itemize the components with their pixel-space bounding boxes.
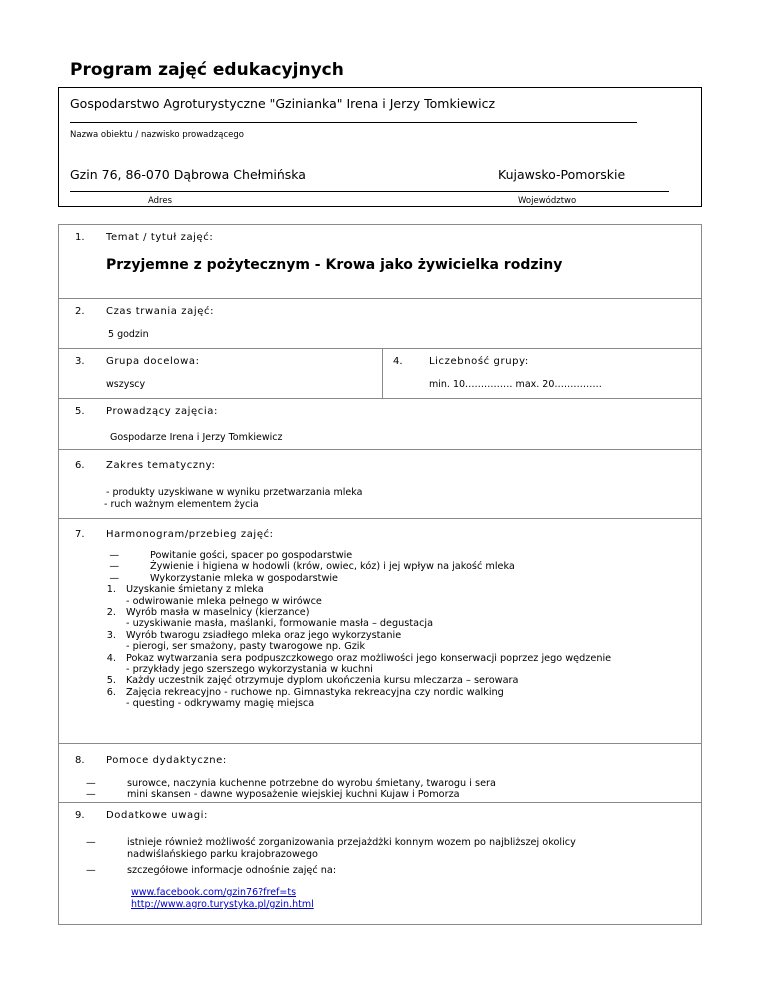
list-item-text: Powitanie gości, spacer po gospodarstwie <box>150 550 353 561</box>
instructor-value: Gospodarze Irena i Jerzy Tomkiewicz <box>110 432 283 443</box>
list-item <box>59 675 703 686</box>
section-label: Grupa docelowa: <box>106 356 200 367</box>
owner-name: Gospodarstwo Agroturystyczne "Gzinianka" Irena i Jerzy Tomkiewicz <box>70 96 496 111</box>
section-notes <box>58 802 702 925</box>
section-label: Temat / tytuł zajęć: <box>106 232 214 243</box>
header-box <box>58 87 702 207</box>
website-link[interactable]: http://www.agro.turystyka.pl/gzin.html <box>131 899 314 910</box>
owner-underline <box>70 122 637 123</box>
topic-value: Przyjemne z pożytecznym - Krowa jako żywicielka rodziny <box>106 257 563 273</box>
list-item-text: - przykłady jego szerszego wykorzystania w kuchni <box>126 664 373 676</box>
list-item-text: Wykorzystanie mleka w gospodarstwie <box>150 572 339 584</box>
list-item-text: Wyrób masła w maselnicy (kierzance) <box>126 607 310 619</box>
list-marker: 3. <box>106 629 116 641</box>
list-item-text: - odwirowanie mleka pełnego w wirówce <box>126 595 322 607</box>
list-item-text: - pierogi, ser smażony, pasty twarogowe np. Gzik <box>126 641 366 653</box>
list-item <box>59 653 703 664</box>
list-item <box>59 607 703 618</box>
group-size-value: min. 10…………… max. 20…………… <box>429 379 602 390</box>
list-marker: — <box>86 865 96 876</box>
list-item-text: Każdy uczestnik zajęć otrzymuje dyplom ukończenia kursu mleczarza – serowara <box>126 675 519 687</box>
list-marker: 2. <box>106 607 116 619</box>
section-number: 6. <box>75 460 85 471</box>
region: Kujawsko-Pomorskie <box>498 167 626 182</box>
list-marker: — <box>86 837 96 848</box>
list-marker: — <box>109 550 119 561</box>
target-group-value: wszyscy <box>106 379 146 390</box>
section-number: 5. <box>75 406 85 417</box>
list-item-text: surowce, naczynia kuchenne potrzebne do wyrobu śmietany, twarogu i sera <box>127 778 496 789</box>
section-number: 8. <box>75 755 85 766</box>
schedule-list <box>59 550 703 710</box>
section-number: 2. <box>75 306 85 317</box>
section-label: Harmonogram/przebieg zajęć: <box>106 529 274 540</box>
list-item <box>59 865 703 877</box>
list-item <box>59 849 703 861</box>
list-marker: 6. <box>106 686 116 698</box>
list-item <box>59 664 703 675</box>
links-block <box>131 887 314 911</box>
list-item <box>59 789 703 800</box>
notes-list <box>59 837 703 877</box>
list-item-text: istnieje również możliwość zorganizowania przejażdżki konnym wozem po najbliższej okolicy <box>127 837 576 848</box>
scope-line: - produkty uzyskiwane w wyniku przetwarzania mleka <box>106 487 363 498</box>
section-scope <box>58 449 702 519</box>
section-topic <box>58 224 702 299</box>
section-duration <box>58 298 702 349</box>
section-label: Dodatkowe uwagi: <box>106 810 209 821</box>
page-title: Program zajęć edukacyjnych <box>70 60 344 80</box>
list-item <box>59 596 703 607</box>
list-marker: 4. <box>106 652 116 664</box>
list-marker: 5. <box>106 675 116 687</box>
list-item-text: Żywienie i higiena w hodowli (krów, owiec, kóz) i jej wpływ na jakość mleka <box>150 561 515 573</box>
list-item <box>59 618 703 629</box>
list-marker: — <box>86 778 96 789</box>
list-item-text: nadwiślańskiego parku krajobrazowego <box>127 849 318 860</box>
list-marker: — <box>109 561 119 573</box>
duration-value: 5 godzin <box>108 329 149 340</box>
section-schedule <box>58 518 702 744</box>
list-item-text: - questing - odkrywamy magię miejsca <box>126 698 315 710</box>
teaching-aids-list <box>59 778 703 801</box>
section-label: Prowadzący zajęcia: <box>106 406 218 417</box>
section-number: 3. <box>75 356 85 367</box>
section-label: Czas trwania zajęć: <box>106 306 215 317</box>
facebook-link[interactable]: www.facebook.com/gzin76?fref=ts <box>131 887 297 898</box>
list-item <box>59 778 703 789</box>
section-instructor <box>58 398 702 450</box>
section-number: 9. <box>75 810 85 821</box>
list-item-text: Pokaz wytwarzania sera podpuszczkowego oraz możliwości jego konserwacji poprzez jego wędzenie <box>126 652 612 664</box>
list-marker: — <box>109 572 119 584</box>
section-teaching-aids <box>58 743 702 803</box>
list-item <box>59 687 703 698</box>
list-item-text: Wyrób twarogu zsiadłego mleka oraz jego wykorzystanie <box>126 629 402 641</box>
list-item-text: szczegółowe informacje odnośnie zajęć na: <box>127 865 337 876</box>
owner-caption: Nazwa obiektu / nazwisko prowadzącego <box>70 130 244 140</box>
list-marker: — <box>86 789 96 801</box>
section-number: 4. <box>393 356 403 367</box>
list-marker: 1. <box>106 584 116 596</box>
address-caption: Adres <box>148 196 173 206</box>
list-item <box>59 630 703 641</box>
list-item-text: mini skansen - dawne wyposażenie wiejskiej kuchni Kujaw i Pomorza <box>127 789 460 801</box>
scope-line: - ruch ważnym elementem życia <box>104 499 259 510</box>
section-label: Pomoce dydaktyczne: <box>106 755 227 766</box>
list-item-text: Zajęcia rekreacyjno - ruchowe np. Gimnastyka rekreacyjna czy nordic walking <box>126 686 504 698</box>
list-item-text: Uzyskanie śmietany z mleka <box>126 584 264 596</box>
section-number: 7. <box>75 529 85 540</box>
region-caption: Województwo <box>518 196 577 206</box>
column-divider <box>382 349 383 398</box>
section-label: Zakres tematyczny: <box>106 460 216 471</box>
list-item <box>59 641 703 652</box>
list-item <box>59 561 703 572</box>
list-item-text: - uzyskiwanie masła, maślanki, formowanie masła – degustacja <box>126 618 434 630</box>
address-underline <box>70 191 669 192</box>
section-number: 1. <box>75 232 85 243</box>
list-item <box>59 550 703 561</box>
address: Gzin 76, 86-070 Dąbrowa Chełmińska <box>70 167 306 182</box>
section-label: Liczebność grupy: <box>429 356 529 367</box>
section-group <box>58 348 702 399</box>
list-item <box>59 698 703 709</box>
list-item <box>59 837 703 849</box>
list-item <box>59 573 703 584</box>
list-item <box>59 584 703 595</box>
